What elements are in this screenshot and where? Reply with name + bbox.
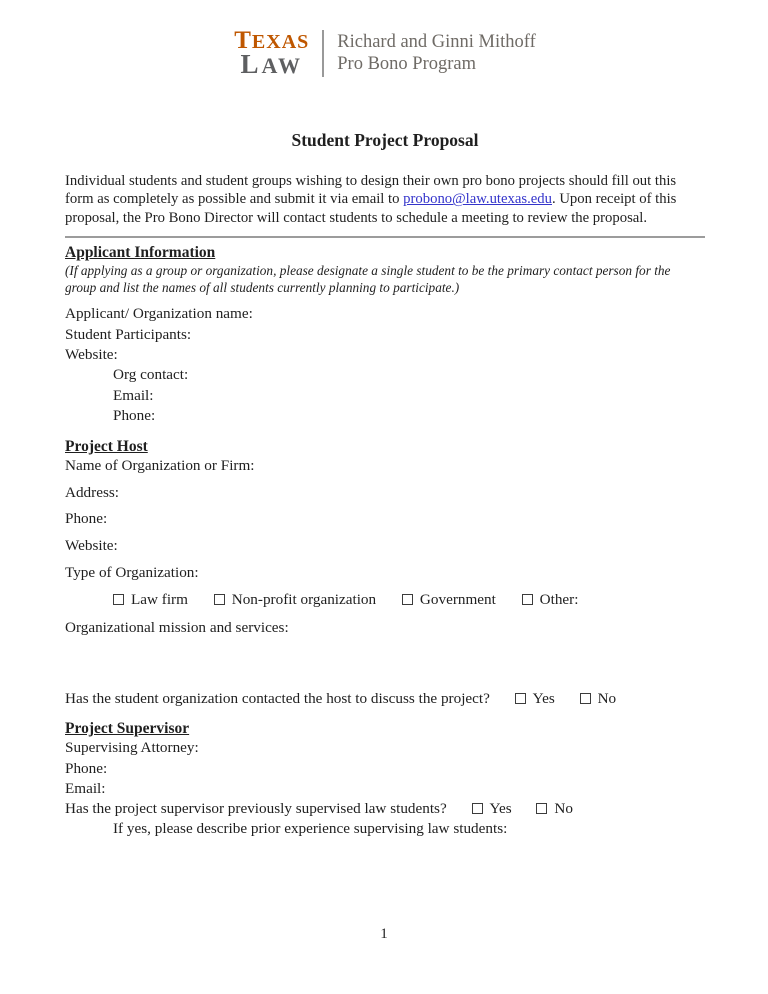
field-supervising-attorney: Supervising Attorney: [65,739,199,757]
field-supervisor-email: Email: [65,779,106,797]
org-type-option-government [402,591,496,608]
host-contacted-question [65,689,705,709]
checkbox-law-firm[interactable] [113,594,124,605]
supervised-before-question-text: Has the project supervisor previously supervised law students? [65,800,447,818]
org-type-option-law-firm [113,591,188,608]
intro-text-before-link: Individual students and student groups wishing to design their own pro bono projects should fill out this form as completely as possible and submit it via email to [65,173,677,208]
applicant-information-note: (If applying as a group or organization, please designate a single student to be the primary contact person for the group and list the names of all students currently planning to participate.) [65,263,671,296]
supervised-before-question [65,799,705,819]
supervised-no-option [536,800,573,817]
field-supervisor-phone: Phone: [65,759,108,777]
field-host-phone: Phone: [65,510,108,528]
section-divider-rule [65,236,705,238]
checkbox-host-contacted-no[interactable] [580,693,591,704]
field-org-type: Type of Organization: [65,564,199,582]
org-type-option-non-profit [214,591,376,608]
host-contacted-yes-label: Yes [532,690,555,707]
org-type-options-row [65,590,705,610]
field-host-name: Name of Organization or Firm: [65,456,255,474]
program-name [337,32,536,75]
host-contacted-question-text: Has the student organization contacted the host to discuss the project? [65,690,490,707]
logo-texas-text: TEXAS [234,27,310,54]
applicant-information-heading: Applicant Information [65,244,216,262]
field-org-mission: Organizational mission and services: [65,618,289,636]
checkbox-non-profit-label: Non-profit organization [231,591,377,609]
supervised-no-label: No [554,800,573,818]
checkbox-other[interactable] [522,594,533,605]
checkbox-government-label: Government [419,591,496,609]
email-link[interactable]: probono@law.utexas.edu [403,191,552,208]
host-contacted-yes-option [515,690,555,707]
host-contacted-no-option [580,690,617,707]
field-org-email: Email: [113,386,154,404]
supervised-yes-option [472,800,512,817]
field-applicant-org-name: Applicant/ Organization name: [65,305,253,323]
project-host-heading: Project Host [65,437,148,455]
checkbox-government[interactable] [402,594,413,605]
checkbox-host-contacted-yes[interactable] [515,693,526,704]
if-yes-prompt: If yes, please describe prior experience supervising law students: [113,820,508,838]
checkbox-supervised-no[interactable] [536,803,547,814]
document-title: Student Project Proposal [291,130,479,150]
intro-paragraph [65,172,705,227]
program-name-line1: Richard and Ginni Mithoff [337,32,536,52]
header [65,27,705,79]
supervised-yes-label: Yes [489,800,512,818]
logo-divider [322,30,324,77]
checkbox-other-label: Other: [539,591,579,609]
field-host-address: Address: [65,483,119,501]
org-type-option-other [522,591,579,608]
texas-law-logo [234,27,310,79]
project-supervisor-heading: Project Supervisor [65,720,190,738]
checkbox-non-profit[interactable] [214,594,225,605]
host-contacted-no-label: No [597,690,617,707]
checkbox-law-firm-label: Law firm [131,591,188,609]
program-name-line2: Pro Bono Program [337,53,477,74]
page-number: 1 [380,926,388,942]
logo-law-text: LAW [240,49,303,79]
checkbox-supervised-yes[interactable] [472,803,483,814]
applicant-information-fields [65,304,705,426]
field-host-website: Website: [65,537,118,555]
intro-text-after-link: . Upon receipt of this proposal, the Pro Bono Director will contact students to schedule a meeting to review the proposal. [65,191,677,226]
field-org-phone: Phone: [113,407,156,425]
field-student-participants: Student Participants: [65,325,192,343]
field-website: Website: [65,346,118,364]
field-org-contact: Org contact: [113,366,189,384]
